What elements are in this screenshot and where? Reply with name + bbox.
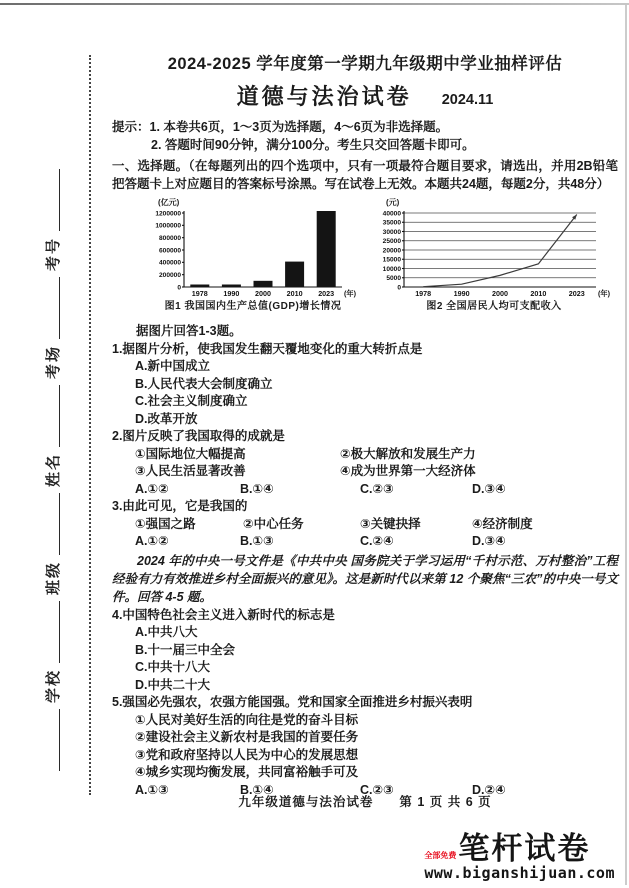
- notice-line-2: 2. 答题时间90分钟，满分100分。考生只交回答题卡即可。: [151, 138, 475, 152]
- q4-option-d: D.中共二十大: [135, 677, 211, 692]
- scan-edge-top: [0, 3, 629, 5]
- charts-row: [112, 197, 618, 321]
- q1-option-d: D.改革开放: [135, 411, 198, 426]
- watermark-free-tag: 全部免费: [424, 851, 457, 860]
- svg-text:1978: 1978: [191, 289, 208, 298]
- svg-text:1200000: 1200000: [155, 210, 181, 218]
- write-line: [45, 493, 60, 555]
- q2-answer-b: B.①④: [240, 481, 274, 496]
- write-line: [45, 709, 60, 771]
- q1-option-c: C.社会主义制度确立: [135, 394, 248, 408]
- q3-answers: [112, 533, 618, 551]
- q2-stem: 2.图片反映了我国取得的成就是: [112, 429, 285, 443]
- watermark: [424, 831, 615, 882]
- y-unit-label: (亿元): [158, 198, 180, 207]
- subject-title: 道德与法治试卷: [236, 84, 412, 109]
- passage-4-5: 2024 年的中央一号文件是《中共中央 国务院关于学习运用“千村示范、万村整治”工程经验有力有效推进乡村全面振兴的意见》。这是新时代以来第 12 个聚焦“三农”的中央一号文件。回答 4-5 题。: [112, 553, 618, 604]
- fig2-svg: [370, 203, 622, 303]
- q1-option-a: A.新中国成立: [135, 359, 211, 373]
- svg-text:2010: 2010: [530, 289, 547, 298]
- q2-item-2: ②极大解放和发展生产力: [340, 446, 476, 461]
- q3-items: [112, 516, 618, 534]
- footer-page-info: 第 1 页 共 6 页: [399, 795, 492, 809]
- q5-answer-a: A.①③: [135, 782, 169, 797]
- q2-items: [112, 446, 618, 481]
- q2-item-4: ④成为世界第一大经济体: [340, 464, 476, 478]
- write-line: [45, 601, 60, 663]
- subject-row: [112, 80, 618, 111]
- svg-text:400000: 400000: [158, 259, 181, 267]
- income-line-chart-plot: [370, 203, 622, 308]
- svg-text:200000: 200000: [158, 272, 181, 280]
- footer-paper-name: 九年级道德与法治试卷: [238, 795, 374, 809]
- q2-item-3: ③人民生活显著改善: [135, 464, 246, 478]
- svg-text:(年): (年): [598, 289, 610, 298]
- svg-text:1990: 1990: [223, 289, 240, 298]
- write-line: [45, 169, 60, 231]
- q3-item-2: ②中心任务: [243, 516, 304, 531]
- q3-answer-b: B.①③: [240, 534, 274, 548]
- q4-stem: 4.中国特色社会主义进入新时代的标志是: [112, 607, 335, 622]
- q4-option-c: C.中共十八大: [135, 660, 211, 674]
- q1-stem: 1.据图片分析，使我国发生翻天覆地变化的重大转折点是: [112, 341, 423, 356]
- field-name: 姓名: [44, 453, 62, 488]
- svg-text:10000: 10000: [382, 265, 401, 273]
- svg-text:800000: 800000: [158, 235, 181, 243]
- svg-text:0: 0: [177, 284, 181, 292]
- page-footer: [112, 792, 618, 810]
- field-exam-number: 考号: [44, 236, 62, 271]
- q3-stem: 3.由此可见，它是我国的: [112, 499, 248, 513]
- svg-text:5000: 5000: [386, 275, 401, 283]
- dotted-seam-line: [89, 55, 91, 795]
- exam-title: 2024-2025 学年度第一学期九年级期中学业抽样评估: [167, 55, 563, 73]
- q5-item-4: ④城乡实现均衡发展，共同富裕触手可及: [135, 765, 359, 779]
- chart2-caption: 图2 全国居民人均可支配收入: [426, 301, 562, 312]
- write-line: [45, 385, 60, 447]
- q2-item-1: ①国际地位大幅提高: [135, 446, 246, 461]
- svg-text:35000: 35000: [382, 219, 401, 227]
- watermark-brand: 笔杆试卷: [458, 831, 591, 866]
- svg-text:25000: 25000: [382, 238, 401, 246]
- gdp-bar-chart-plot: [136, 203, 368, 308]
- field-exam-room: 考场: [44, 344, 62, 379]
- q4-option-b: B.十一届三中全会: [135, 642, 236, 657]
- svg-text:20000: 20000: [382, 247, 401, 255]
- q3-answer-d: D.③④: [472, 534, 506, 548]
- paper-content: [112, 40, 618, 799]
- svg-text:2000: 2000: [255, 289, 271, 298]
- q3-answer-a: A.①②: [135, 534, 169, 548]
- svg-text:600000: 600000: [158, 247, 181, 255]
- q5-stem: 5.强国必先强农，农强方能国强。党和国家全面推进乡村振兴表明: [112, 695, 473, 709]
- q3-item-1: ①强国之路: [135, 516, 196, 531]
- chart1-caption: 图1 我国国内生产总值(GDP)增长情况: [164, 301, 342, 312]
- q5-item-1: ①人民对美好生活的向往是党的奋斗目标: [135, 712, 359, 727]
- svg-text:2023: 2023: [568, 289, 585, 298]
- svg-text:2000: 2000: [492, 289, 508, 298]
- svg-text:15000: 15000: [382, 256, 401, 264]
- q5-answer-b: B.①④: [240, 782, 274, 797]
- fig1-svg: [136, 203, 368, 303]
- svg-text:1000000: 1000000: [155, 222, 181, 230]
- q2-answer-a: A.①②: [135, 481, 169, 496]
- section1-instructions: 一、选择题。（在每题列出的四个选项中，只有一项最符合题目要求，请选出，并用2B铅笔把答题卡上对应题目的答案标号涂黑。写在试卷上无效。本题共24题，每题2分，共48分）: [112, 159, 618, 191]
- q1-option-b: B.人民代表大会制度确立: [135, 376, 273, 391]
- svg-text:40000: 40000: [382, 210, 401, 218]
- exam-date: 2024.11: [441, 92, 494, 108]
- svg-text:1978: 1978: [415, 289, 432, 298]
- q5-item-3: ③党和政府坚持以人民为中心的发展思想: [135, 747, 359, 762]
- svg-text:1990: 1990: [453, 289, 470, 298]
- svg-text:2023: 2023: [318, 289, 335, 298]
- svg-text:(年): (年): [344, 289, 356, 298]
- notice-line-1: 提示：1. 本卷共6页，1～3页为选择题，4～6页为非选择题。: [112, 120, 449, 134]
- student-info-strip: [40, 120, 64, 820]
- q3-item-4: ④经济制度: [472, 516, 533, 531]
- write-line: [45, 277, 60, 339]
- field-class: 班级: [44, 561, 62, 596]
- svg-text:30000: 30000: [382, 228, 401, 236]
- q4-option-a: A.中共八大: [135, 625, 198, 639]
- q5-answer-d: D.②④: [472, 782, 506, 797]
- q2-answer-c: C.②③: [360, 481, 394, 496]
- q5-answer-c: C.②③: [360, 782, 394, 797]
- q2-answers: [112, 481, 618, 499]
- q5-item-2: ②建设社会主义新农村是我国的首要任务: [135, 730, 359, 744]
- q3-item-3: ③关键抉择: [360, 516, 421, 531]
- gdp-bar-chart: [136, 197, 370, 321]
- field-school: 学校: [44, 669, 62, 704]
- watermark-url: www.biganshijuan.com: [424, 864, 615, 882]
- svg-text:2010: 2010: [286, 289, 303, 298]
- income-line-chart: [370, 197, 618, 321]
- q3-answer-c: C.②④: [360, 534, 394, 548]
- y-unit-label: (元): [386, 198, 400, 207]
- q2-answer-d: D.③④: [472, 481, 506, 496]
- scan-edge-right: [625, 5, 627, 885]
- questions-1-3-lead: 据图片回答1-3题。: [136, 324, 242, 338]
- svg-text:0: 0: [397, 284, 401, 292]
